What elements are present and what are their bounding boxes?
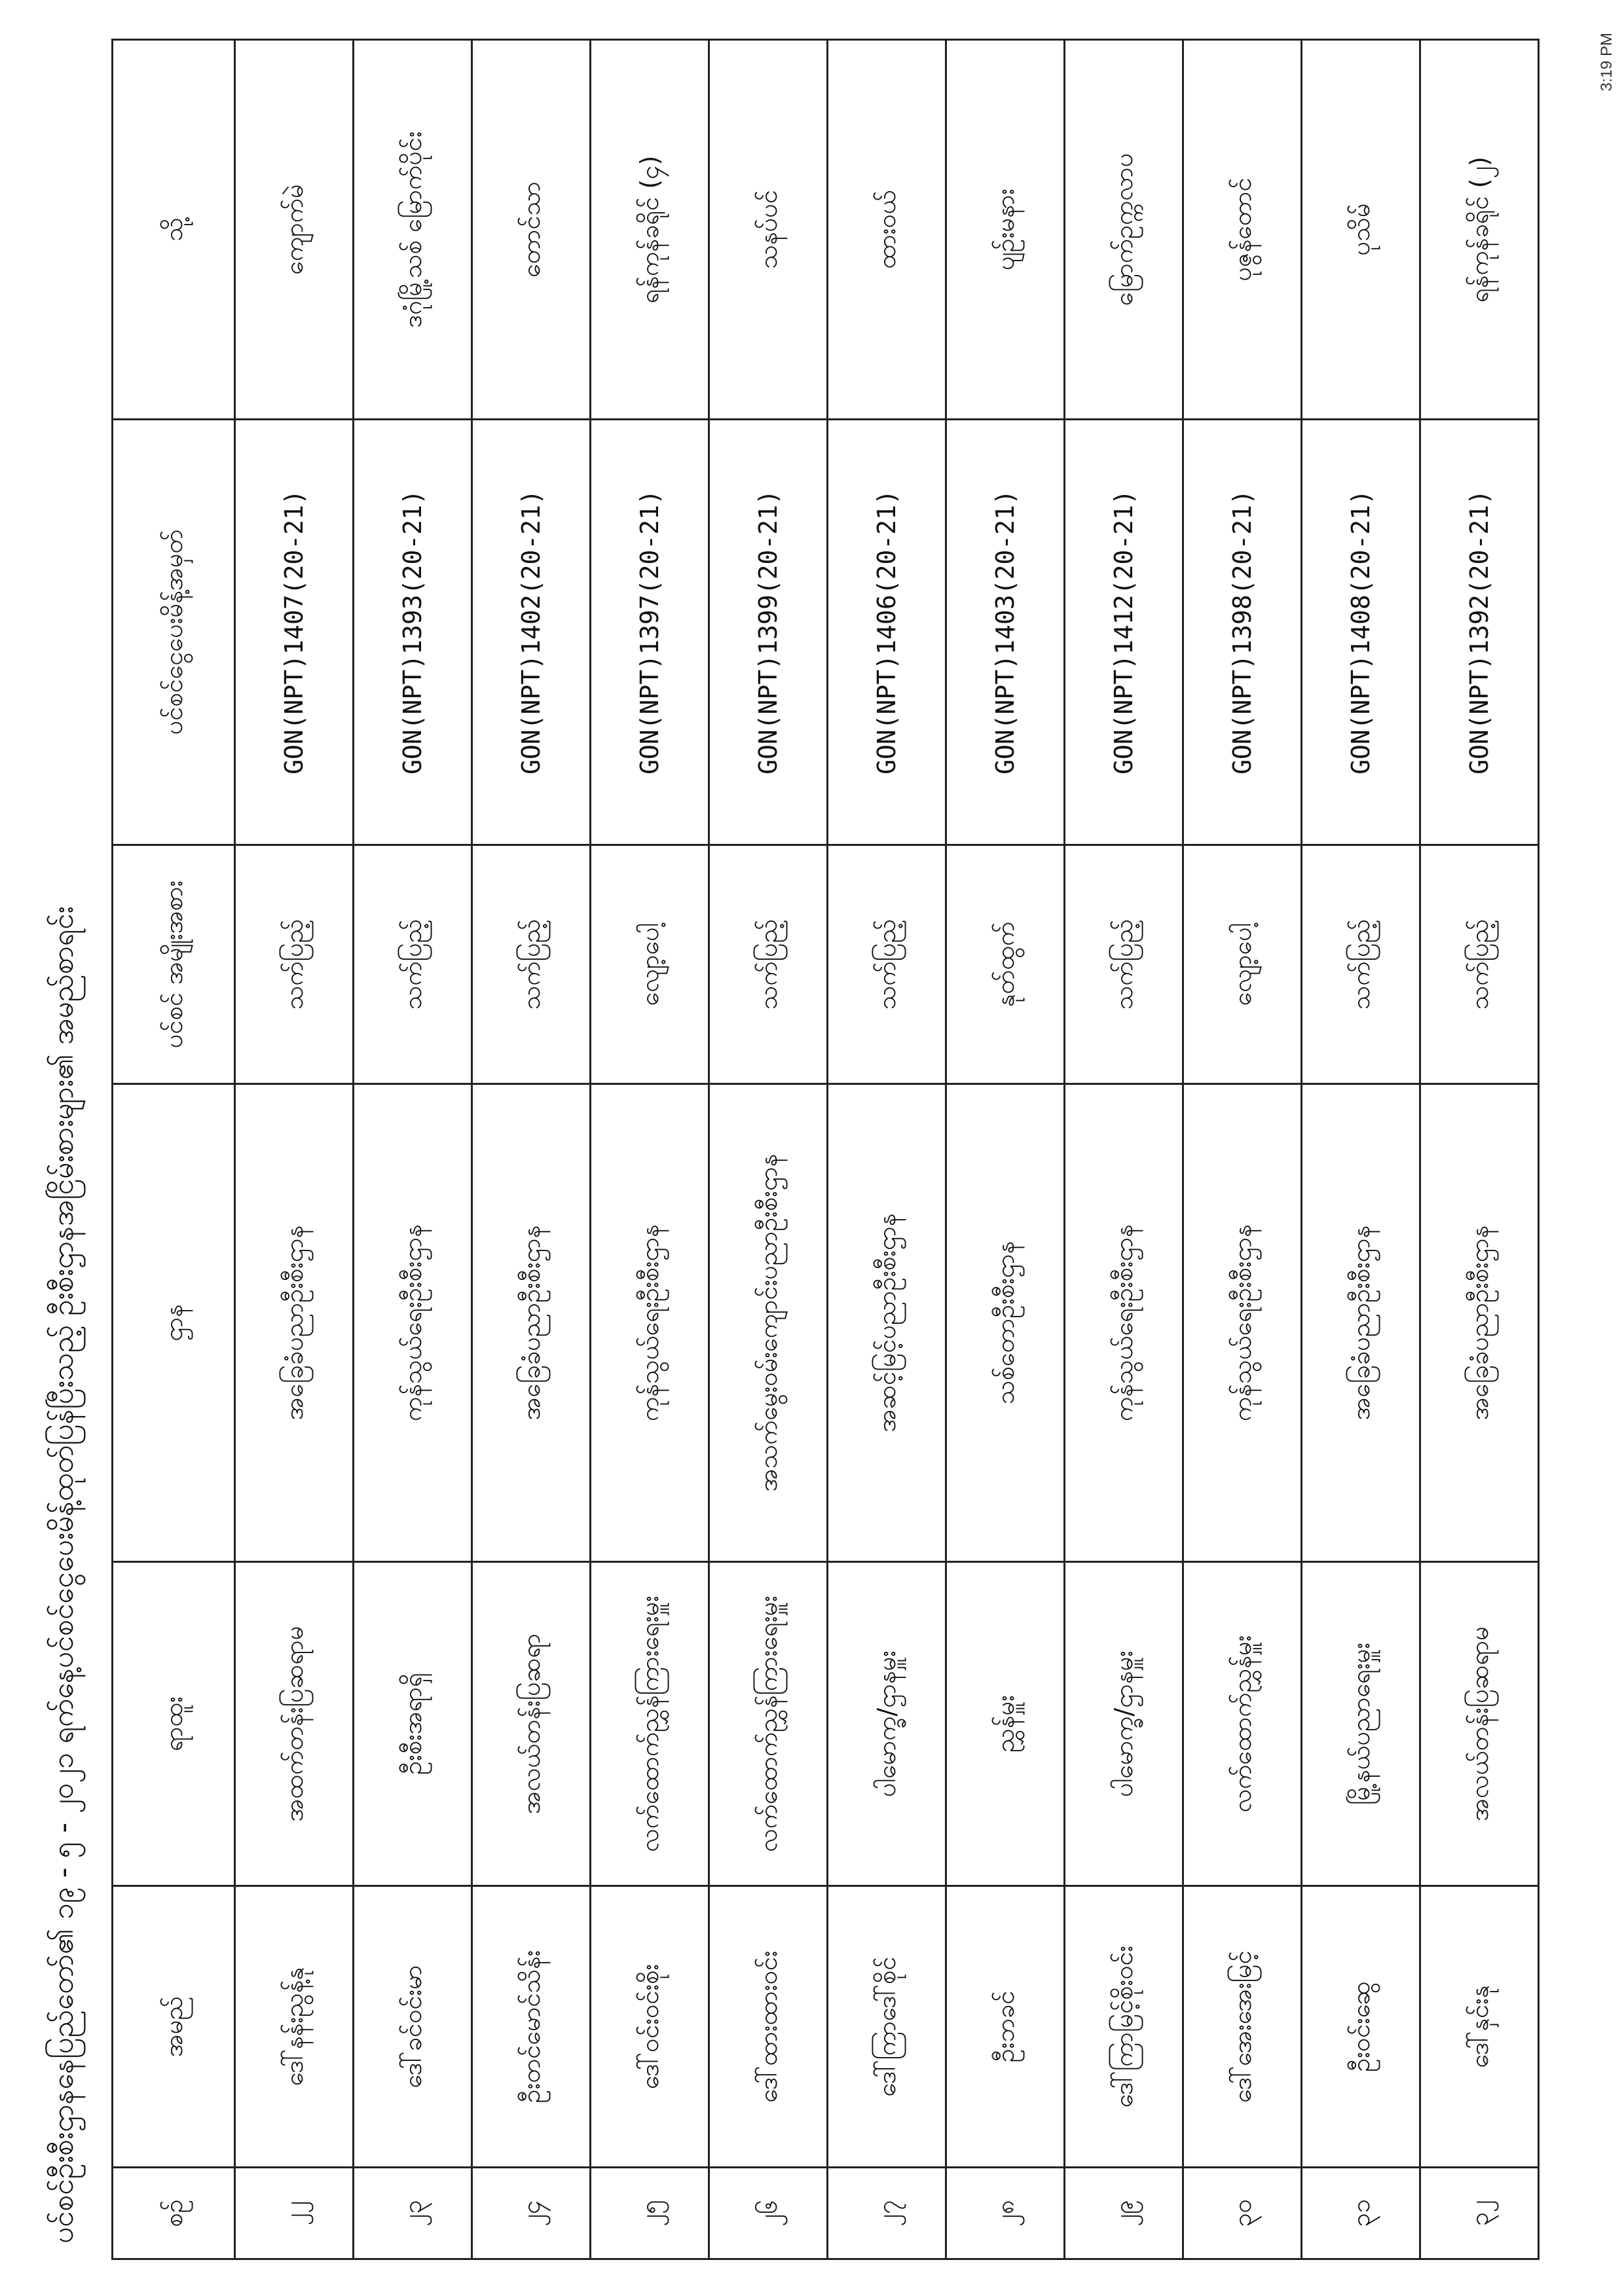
cell-pension-type: သက်ပြည့် [1065, 845, 1183, 1084]
cell-order-no: GON(NPT)1406(20-21) [828, 420, 946, 845]
cell-order-no: GON(NPT)1399(20-21) [709, 420, 828, 845]
cell-pension-type: လျော့ပေါ့ [1183, 845, 1302, 1084]
table-row [1183, 40, 1302, 2259]
table-row [591, 40, 709, 2259]
table-row [354, 40, 472, 2259]
table-row [709, 40, 828, 2259]
table-header-row [113, 40, 235, 2259]
cell-name: ဒေါ်နန်းညွန့်နု [235, 1886, 354, 2168]
table-row [946, 40, 1065, 2259]
cell-rank: လက်ထောက်ညွှန်ကြားရေးမှူး [709, 1562, 828, 1886]
cell-order-no: GON(NPT)1392(20-21) [1420, 420, 1539, 845]
cell-rank: ဦးစီးအရာရှိ [354, 1562, 472, 1886]
cell-city: ရန်ကုန်ခရိုင် (၂) [1420, 40, 1539, 420]
cell-pension-type: သက်ပြည့် [354, 845, 472, 1084]
cell-order-no: GON(NPT)1393(20-21) [354, 420, 472, 845]
cell-no: ၂၇ [828, 2168, 946, 2259]
header-department: ဌာန [113, 1084, 235, 1562]
cell-department: အခြေခံပညာဦးစီးဌာန [1420, 1084, 1539, 1562]
cell-city: ပျဉ်းမနား [946, 40, 1065, 420]
cell-name: ဦးတင်မောင်သိန်း [472, 1886, 591, 2168]
cell-city: တောင်သာ [472, 40, 591, 420]
cell-name: ဒေါ်ထားထားဝင်း [709, 1886, 828, 2168]
cell-pension-type: လျော့ပေါ့ [591, 845, 709, 1084]
table-row [472, 40, 591, 2259]
header-order-no: ပင်စင်ငွေပေးမိန့်အမှတ် [113, 420, 235, 845]
cell-rank: လက်ထောက်ညွှန်မှူး [1183, 1562, 1302, 1886]
header-name: အမည် [113, 1886, 235, 2168]
cell-city: သနပ်ပင် [709, 40, 828, 420]
cell-city: ဒဂုံမြို့သစ် မြောက်ပိုင်း [354, 40, 472, 420]
page-title: ပင်စင်ဦးစီးဌာနနေပြည်တော်၏ ၁၉ - ၅ - ၂၀၂၁ ရက်နေ့ပင်စင်ငွေပေးမိန့်ထုတ်ပြန်ပြီးသည့် ဦးစီးဌာနအငြိမ်းစားများ၏ အမည်စာရင်း [46, 906, 80, 2244]
cell-city: ပုဇွန်တောင် [1183, 40, 1302, 420]
cell-no: ၂၃ [354, 2168, 472, 2259]
table-row [828, 40, 946, 2259]
cell-department: ကုန်သွယ်ရေးဦးစီးဌာန [354, 1084, 472, 1562]
pension-table [111, 39, 1540, 2260]
table-row [1420, 40, 1539, 2259]
cell-order-no: GON(NPT)1408(20-21) [1302, 420, 1420, 845]
cell-order-no: GON(NPT)1397(20-21) [591, 420, 709, 845]
cell-department: အခြေခံပညာဦးစီးဌာန [235, 1084, 354, 1562]
cell-department: အဆင့်မြင့်ပညာဦးစီးဌာန [828, 1084, 946, 1562]
cell-rank: ညွှန်မှူး [946, 1562, 1065, 1886]
cell-pension-type: သက်ပြည့် [1420, 845, 1539, 1084]
cell-no: ၃၁ [1302, 2168, 1420, 2259]
cell-department: ကုန်သွယ်ရေးဦးစီးဌာန [1183, 1084, 1302, 1562]
cell-name: ဒေါ်ကြာမြင့်စိုးဝင်း [1065, 1886, 1183, 2168]
header-rank: ရာထူး [113, 1562, 235, 1886]
cell-name: ဒေါ်အေးအေးမြင့် [1183, 1886, 1302, 2168]
table-row [1065, 40, 1183, 2259]
cell-order-no: GON(NPT)1407(20-21) [235, 420, 354, 845]
cell-order-no: GON(NPT)1402(20-21) [472, 420, 591, 845]
scan-timestamp: 3:19 PM [1598, 33, 1615, 92]
cell-name: ဦးဝင်းဆွေ [1302, 1886, 1420, 2168]
cell-name: ဒေါ်ခင်ဝင်းမာ [354, 1886, 472, 2168]
cell-name: ဒေါ်နှင်းနု [1420, 1886, 1539, 2168]
cell-rank: အထက်တန်းပြဆရာမ [235, 1562, 354, 1886]
cell-department: ကုန်သွယ်ရေးဦးစီးဌာန [591, 1084, 709, 1562]
cell-city: ရန်ကုန်ခရိုင် (၄) [591, 40, 709, 420]
table-row [1302, 40, 1420, 2259]
cell-no: ၂၄ [472, 2168, 591, 2259]
cell-pension-type: သက်ပြည့် [1302, 845, 1420, 1084]
cell-pension-type: သက်ပြည့် [709, 845, 828, 1084]
cell-no: ၂၆ [709, 2168, 828, 2259]
cell-rank: လက်ထောက်ညွှန်ကြားရေးမှူး [591, 1562, 709, 1886]
cell-city: ပုသိမ် [1302, 40, 1420, 420]
cell-pension-type: သက်ပြည့် [472, 845, 591, 1084]
cell-no: ၂၈ [946, 2168, 1065, 2259]
cell-order-no: GON(NPT)1412(20-21) [1065, 420, 1183, 845]
header-pension-type: ပင်စင် အမျိုးအစား [113, 845, 235, 1084]
cell-order-no: GON(NPT)1403(20-21) [946, 420, 1065, 845]
cell-order-no: GON(NPT)1398(20-21) [1183, 420, 1302, 845]
cell-name: ဒေါ်ကြာဒေါ်စိုင် [828, 1886, 946, 2168]
cell-no: ၃၂ [1420, 2168, 1539, 2259]
cell-rank: ပါမောက္ခ/ဌာနမှူး [828, 1562, 946, 1886]
cell-pension-type: သက်ပြည့် [828, 845, 946, 1084]
cell-department: ကုန်သွယ်ရေးဦးစီးဌာန [1065, 1084, 1183, 1562]
table-row [235, 40, 354, 2259]
cell-department: သစ်တောဦးစီးဌာန [946, 1084, 1065, 1562]
cell-department: အခြေခံပညာဦးစီးဌာန [1302, 1084, 1420, 1562]
header-no: စဉ် [113, 2168, 235, 2259]
cell-no: ၂၉ [1065, 2168, 1183, 2259]
cell-rank: မြို့နယ်ပညာရေးမှူး [1302, 1562, 1420, 1886]
cell-name: ဒေါ်ဝင်းဝင်းစိုး [591, 1886, 709, 2168]
cell-rank: အလယ်တန်းပြဆရာမ [1420, 1562, 1539, 1886]
cell-no: ၂၂ [235, 2168, 354, 2259]
cell-no: ၃၀ [1183, 2168, 1302, 2259]
cell-rank: အလယ်တန်းပြဆရာ [472, 1562, 591, 1886]
cell-rank: ပါမောက္ခ/ဌာနမှူး [1065, 1562, 1183, 1886]
cell-name: ဦးဘခင် [946, 1886, 1065, 2168]
cell-city: ထားဝယ် [828, 40, 946, 420]
cell-pension-type: သက်ပြည့် [235, 845, 354, 1084]
cell-city: ကျောက်မဲ [235, 40, 354, 420]
cell-department: အသက်မွေးဝမ်းကျောင်းပညာဦးစီးဌာန [709, 1084, 828, 1562]
cell-city: မြောက်ဥက္ကလာပ [1065, 40, 1183, 420]
header-city: သို့ [113, 40, 235, 420]
cell-no: ၂၅ [591, 2168, 709, 2259]
cell-department: အခြေခံပညာဦးစီးဌာန [472, 1084, 591, 1562]
cell-pension-type: နုတ်ထွက် [946, 845, 1065, 1084]
